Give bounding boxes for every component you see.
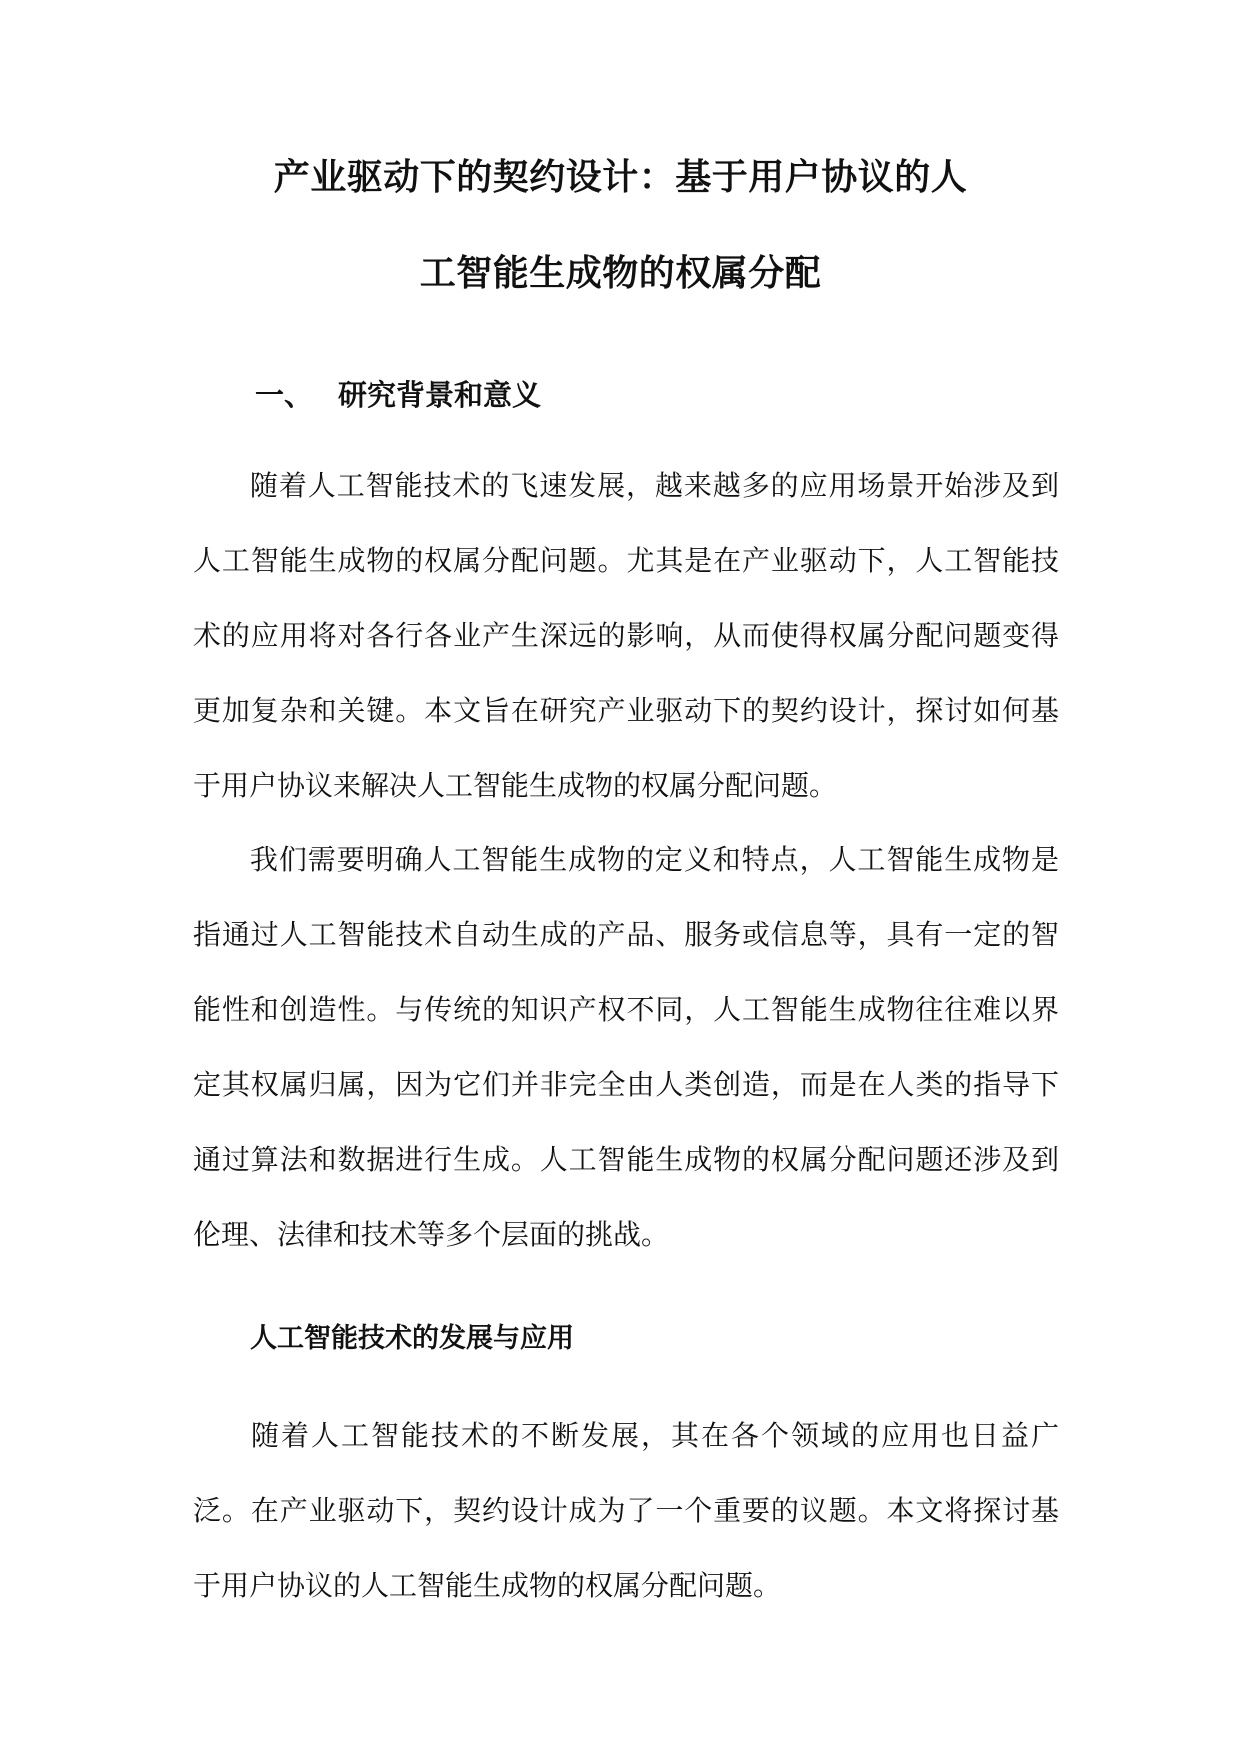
paragraph-text: 我们需要明确人工智能生成物的定义和特点，人工智能生成物是指通过人工智能技术自动生成的产品、服务或信息等，具有一定的智能性和创造性。与传统的知识产权不同，人工智能生成物往往难以界定其权属归属，因为它们并非完全由人类创造，而是在人类的指导下通过算法和数据进行生成。人工智能生成物的权属分配问题还涉及到伦理、法律和技术等多个层面的挑战。	[193, 843, 1059, 1251]
section-title: 研究背景和意义	[338, 378, 542, 412]
body-paragraph-3	[193, 1398, 1059, 1623]
document-title-line-2: 工智能生成物的权属分配	[419, 252, 822, 294]
document-title-line-1: 产业驱动下的契约设计：基于用户协议的人	[273, 156, 968, 198]
section-number: 一、	[255, 378, 314, 412]
paragraph-text: 随着人工智能技术的不断发展，其在各个领域的应用也日益广泛。在产业驱动下，契约设计成为了一个重要的议题。本文将探讨基于用户协议的人工智能生成物的权属分配问题。	[193, 1419, 1059, 1602]
body-paragraph-1	[193, 448, 1059, 823]
paragraph-text: 随着人工智能技术的飞速发展，越来越多的应用场景开始涉及到人工智能生成物的权属分配问题。尤其是在产业驱动下，人工智能技术的应用将对各行各业产生深远的影响，从而使得权属分配问题变得更加复杂和关键。本文旨在研究产业驱动下的契约设计，探讨如何基于用户协议来解决人工智能生成物的权属分配问题。	[193, 469, 1059, 802]
section-heading	[255, 378, 541, 413]
body-paragraph-2	[193, 822, 1059, 1272]
subsection-heading: 人工智能技术的发展与应用	[250, 1323, 574, 1354]
